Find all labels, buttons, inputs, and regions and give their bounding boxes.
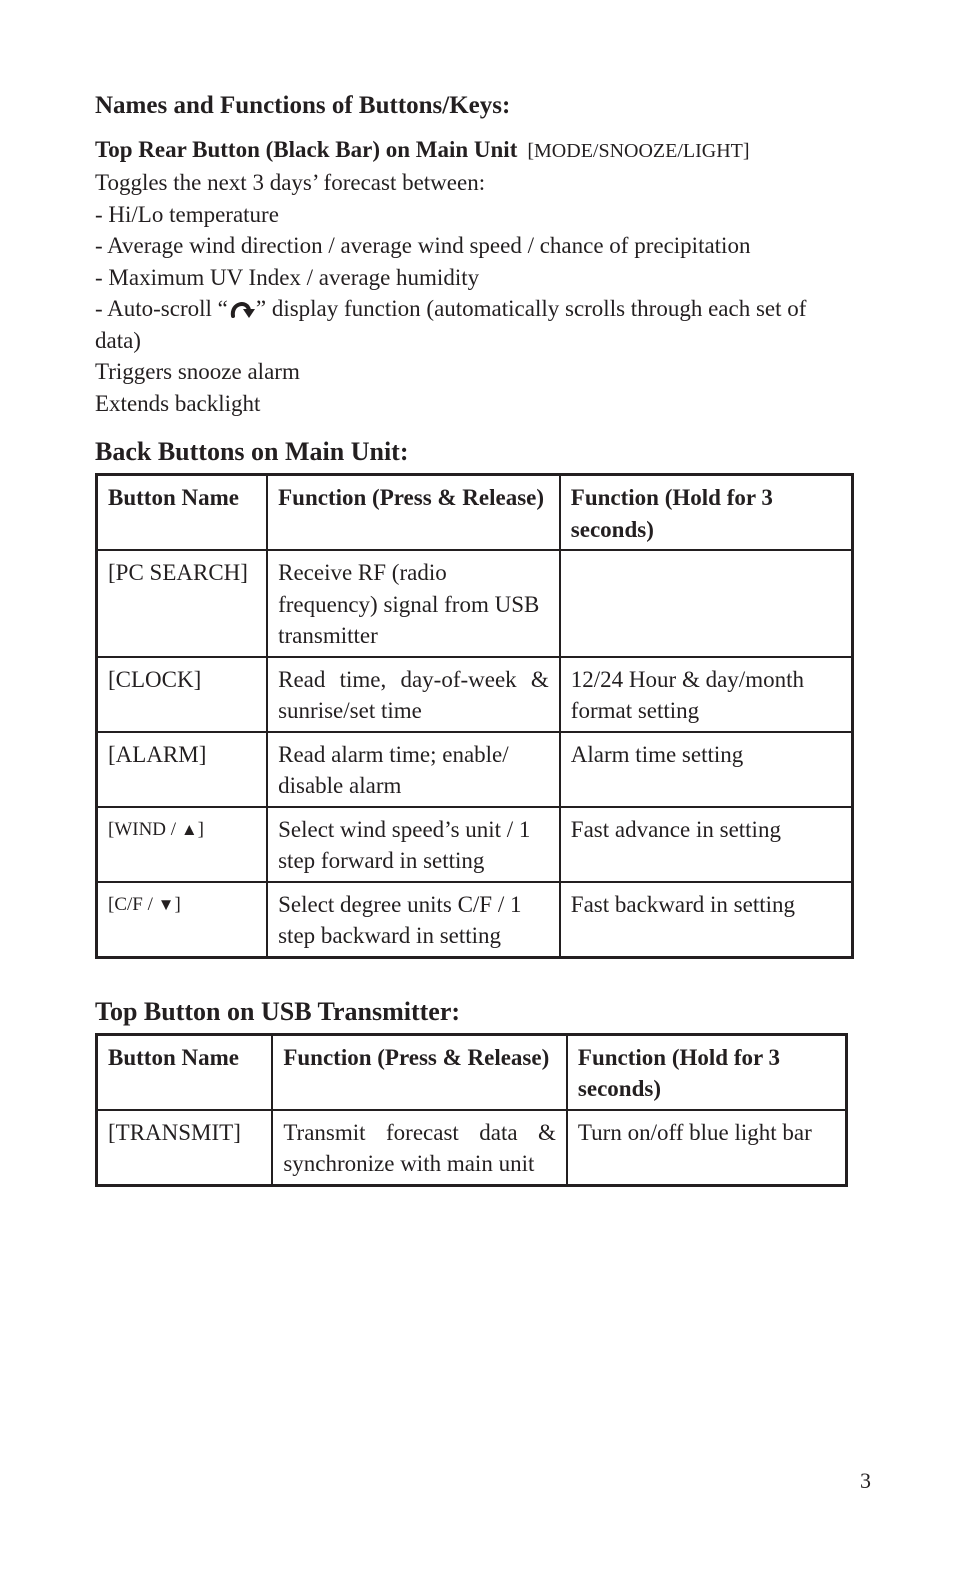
down-triangle-icon: ▼ (157, 894, 175, 914)
manual-page (95, 88, 855, 1187)
press-function-cell: Read time, day-of-week & sunrise/set time (267, 657, 560, 732)
table-header-row (97, 475, 853, 551)
header-press-release: Function (Press & Release) (267, 475, 560, 551)
hold-function-cell (560, 550, 853, 657)
page-title: Names and Functions of Buttons/Keys: (95, 92, 511, 119)
usb-transmitter-table (95, 1033, 848, 1187)
table-row (97, 732, 853, 807)
back-buttons-table (95, 473, 854, 959)
up-triangle-icon: ▲ (180, 819, 198, 839)
autoscroll-item: - Auto-scroll “ ” display function (automatically scrolls through each set of data) (95, 296, 807, 353)
toggle-intro: Toggles the next 3 days’ forecast between: (95, 170, 486, 195)
header-button-name: Button Name (97, 1034, 273, 1110)
button-name-cell: [C/F / ▼] (97, 882, 268, 958)
top-rear-button-title: Top Rear Button (Black Bar) on Main Unit (95, 137, 518, 162)
page-number: 3 (860, 1468, 871, 1493)
table-row (97, 657, 853, 732)
button-name-cell: [CLOCK] (97, 657, 268, 732)
list-item: - Hi/Lo temperature (95, 201, 279, 227)
hold-function-cell: Alarm time setting (560, 732, 853, 807)
list-item: - Average wind direction / average wind speed / chance of precipitation (95, 233, 751, 258)
usb-transmitter-heading: Top Button on USB Transmitter: (95, 996, 461, 1026)
table-row (97, 882, 853, 958)
button-name-cell: [ALARM] (97, 732, 268, 807)
snooze-text: Triggers snooze alarm (95, 359, 300, 384)
header-press-release: Function (Press & Release) (272, 1034, 567, 1110)
hold-function-cell: Fast advance in setting (560, 807, 853, 882)
back-buttons-heading: Back Buttons on Main Unit: (95, 437, 409, 466)
table-row (97, 807, 853, 882)
button-name-cell: [WIND / ▲] (97, 807, 268, 882)
press-function-cell: Select degree units C/F / 1 step backward in setting (267, 882, 560, 958)
table-row (97, 550, 853, 657)
top-rear-button-code: [MODE/SNOOZE/LIGHT] (527, 140, 750, 162)
press-function-cell: Transmit forecast data & synchronize with main unit (272, 1110, 567, 1186)
button-name-cell: [PC SEARCH] (97, 550, 268, 657)
press-function-cell: Receive RF (radio frequency) signal from USB transmitter (267, 550, 560, 657)
hold-function-cell: Fast backward in setting (560, 882, 853, 958)
auto-scroll-arrow-icon (228, 296, 256, 318)
top-rear-button-heading (95, 134, 855, 167)
press-function-cell: Read alarm time; enable/ disable alarm (267, 732, 560, 807)
table-header-row (97, 1034, 847, 1110)
header-hold: Function (Hold for 3 seconds) (567, 1034, 847, 1110)
button-name-cell: [TRANSMIT] (97, 1110, 273, 1186)
hold-function-cell: 12/24 Hour & day/month format setting (560, 657, 853, 732)
hold-function-cell: Turn on/off blue light bar (567, 1110, 847, 1186)
backlight-text: Extends backlight (95, 390, 261, 416)
header-button-name: Button Name (97, 475, 268, 551)
list-item: - Maximum UV Index / average humidity (95, 264, 480, 290)
press-function-cell: Select wind speed’s unit / 1 step forward in setting (267, 807, 560, 882)
header-hold: Function (Hold for 3 seconds) (560, 475, 853, 551)
table-row (97, 1110, 847, 1186)
